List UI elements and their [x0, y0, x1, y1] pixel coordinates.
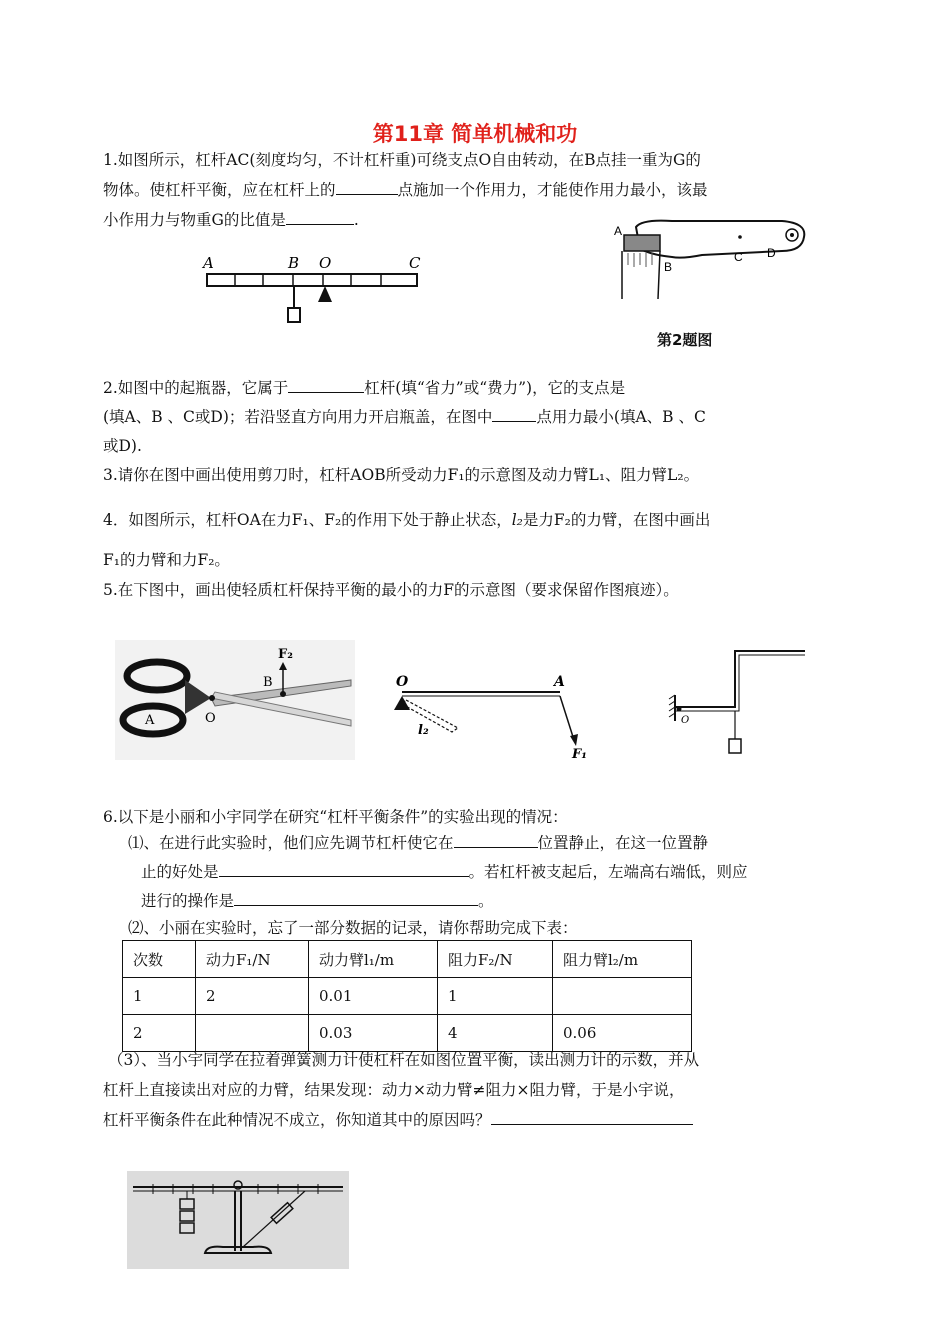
q2-blank-type[interactable] [288, 376, 364, 393]
table-cell: 2 [196, 978, 309, 1015]
fig4-label-a: A [554, 674, 565, 690]
fig2-label-c: C [734, 250, 743, 264]
fig2-label-d: D [767, 246, 776, 260]
q6-p2: ⑵、小丽在实验时，忘了一部分数据的记录，请你帮助完成下表： [128, 919, 578, 937]
q6-blank-reason[interactable] [491, 1108, 693, 1125]
table-cell-blank[interactable] [553, 978, 692, 1015]
figure-bottle-opener [612, 215, 812, 305]
q1-blank-point[interactable] [336, 178, 398, 195]
q6-intro: 6.以下是小丽和小宇同学在研究“杠杆平衡条件”的实验出现的情况： [103, 808, 568, 826]
q2-line2-a: (填A、B 、C或D)；若沿竖直方向用力开启瓶盖，在图中 [103, 408, 493, 426]
q3-text: 3.请你在图中画出使用剪刀时，杠杆AOB所受动力F₁的示意图及动力臂L₁、阻力臂L₂。 [103, 466, 700, 484]
fig1-label-o: O [319, 254, 332, 272]
page-title: 第11章 简单机械和功 [372, 122, 578, 146]
table-header-row [123, 941, 692, 978]
table-cell: 1 [123, 978, 196, 1015]
fig2-label-b: B [664, 260, 673, 274]
table-header-cell: 阻力F₂/N [438, 941, 553, 978]
figure-scissors [115, 640, 355, 760]
fig1-label-b: B [288, 254, 300, 272]
q6-p1-a: ⑴、在进行此实验时，他们应先调节杠杆使它在 [128, 834, 454, 852]
q6-p1-c: 止的好处是 [141, 863, 219, 881]
q6-blank-benefit[interactable] [219, 860, 469, 877]
q1-blank-ratio[interactable] [286, 208, 354, 225]
fig3-label-b: B [263, 675, 273, 690]
q4-line1-b: 是力F₂的力臂，在图中画出 [522, 511, 711, 529]
fig3-label-a: A [145, 713, 155, 728]
table-header-cell: 动力臂l₁/m [309, 941, 438, 978]
q6-blank-operation[interactable] [234, 889, 478, 906]
table-cell: 2 [123, 1015, 196, 1052]
q4-line2: F₁的力臂和力F₂。 [103, 551, 230, 569]
q1-line2-a: 物体。使杠杆平衡，应在杠杆上的 [103, 181, 336, 199]
fig2-label-a: A [614, 224, 623, 238]
q6-p1-line1 [128, 829, 708, 857]
q6-p3-line3 [103, 1106, 693, 1134]
table-cell: 0.03 [309, 1015, 438, 1052]
data-table [122, 940, 692, 1052]
figure-lever-1 [195, 250, 435, 330]
fig1-label-c: C [409, 254, 421, 272]
q4-line1-a: 4．如图所示，杠杆OA在力F₁、F₂的作用下处于静止状态， [103, 511, 512, 529]
table-header-cell: 动力F₁/N [196, 941, 309, 978]
q1-line2-b: 点施加一个作用力，才能使作用力最小，该最 [397, 181, 708, 199]
q6-p1-line2 [141, 858, 748, 886]
q6-p1-d: 。若杠杆被支起后，左端高右端低，则应 [468, 863, 748, 881]
table-cell: 1 [438, 978, 553, 1015]
figure-lever-oa [388, 668, 588, 760]
table-cell: 0.01 [309, 978, 438, 1015]
fig2-caption: 第2题图 [657, 331, 713, 349]
q6-p1-e: 进行的操作是 [141, 892, 235, 910]
q1-line3-b: . [353, 211, 359, 229]
q6-blank-position[interactable] [454, 831, 538, 848]
q2-line2-b: 点用力最小(填A、B 、C [536, 408, 706, 426]
q2-line1-b: 杠杆(填“省力”或“费力”)，它的支点是 [364, 379, 626, 397]
fig4-label-o: O [396, 674, 409, 690]
q1-line1: 1.如图所示，杠杆AC(刻度均匀，不计杠杆重)可绕支点O自由转动，在B点挂一重为G的 [103, 151, 701, 169]
figure-bent-lever [665, 645, 815, 765]
fig1-label-a: A [203, 254, 214, 272]
q6-p3-c: 杠杆平衡条件在此种情况不成立，你知道其中的原因吗？ [103, 1111, 491, 1129]
q6-p1-f: 。 [478, 892, 494, 910]
figure-lever-experiment [127, 1171, 349, 1269]
fig4-label-f1: F₁ [572, 747, 587, 760]
q1-line2 [103, 176, 708, 204]
q4-l2-symbol: l₂ [511, 511, 523, 529]
q2-line1 [103, 374, 625, 402]
q2-line3: 或D). [103, 437, 142, 455]
q6-p3-line2: 杠杆上直接读出对应的力臂，结果发现：动力×动力臂≠阻力×阻力臂，于是小宇说， [103, 1081, 685, 1099]
q4-line1 [103, 506, 710, 534]
q6-p1-line3 [141, 887, 494, 915]
q1-line3 [103, 206, 359, 234]
q5-text: 5.在下图中，画出使轻质杠杆保持平衡的最小的力F的示意图（要求保留作图痕迹）。 [103, 581, 679, 599]
q2-line1-a: 2.如图中的起瓶器，它属于 [103, 379, 289, 397]
table-cell: 0.06 [553, 1015, 692, 1052]
q6-p3-line1: （3）、当小宇同学在拉着弹簧测力计使杠杆在如图位置平衡，读出测力计的示数，并从 [108, 1051, 700, 1069]
q1-line3-a: 小作用力与物重G的比值是 [103, 211, 286, 229]
fig4-label-l2: l₂ [418, 723, 429, 738]
fig3-label-o: O [205, 711, 216, 726]
table-header-cell: 次数 [123, 941, 196, 978]
table-cell: 4 [438, 1015, 553, 1052]
fig3-label-f2: F₂ [278, 647, 293, 662]
table-header-cell: 阻力臂l₂/m [553, 941, 692, 978]
q6-p1-b: 位置静止，在这一位置静 [537, 834, 709, 852]
q2-line2 [103, 403, 706, 431]
table-row [123, 978, 692, 1015]
q2-blank-point[interactable] [492, 405, 536, 422]
fig5-label-o: O [681, 715, 690, 726]
